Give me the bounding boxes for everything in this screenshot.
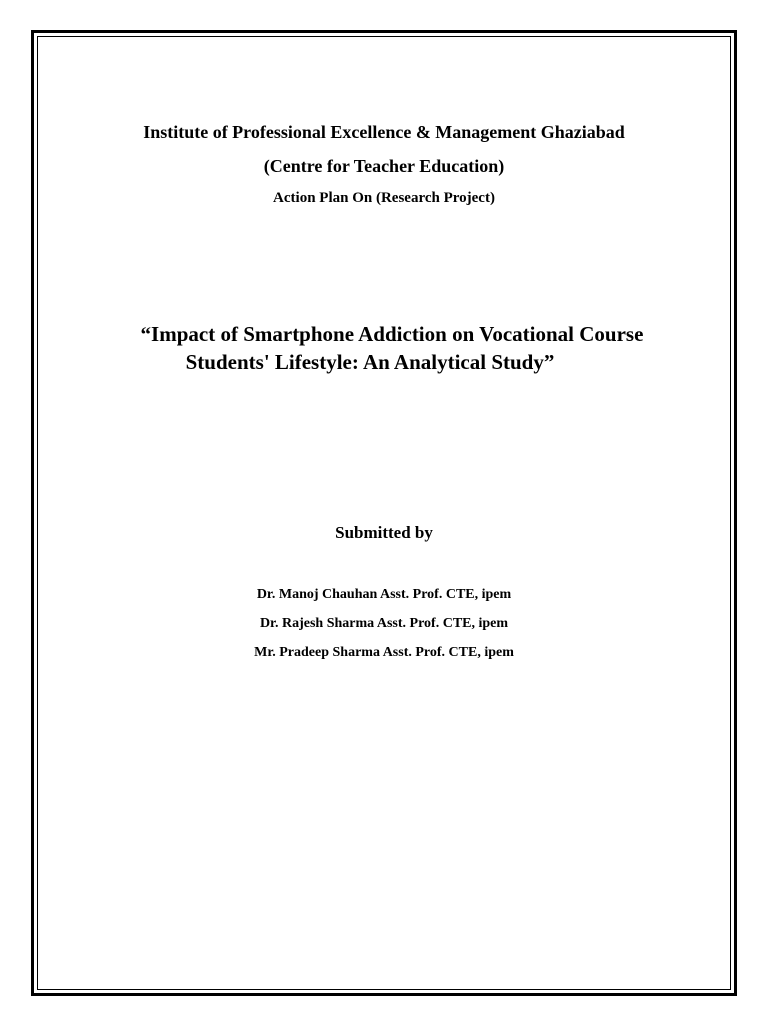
centre-heading: (Centre for Teacher Education): [263, 156, 505, 176]
author-line: Dr. Rajesh Sharma Asst. Prof. CTE, ipem: [259, 616, 509, 631]
submitted-by-label: Submitted by: [335, 523, 433, 542]
action-plan-heading: Action Plan On (Research Project): [273, 190, 495, 206]
project-title-line-2: Students' Lifestyle: An Analytical Study”: [185, 350, 555, 374]
author-line: Mr. Pradeep Sharma Asst. Prof. CTE, ipem: [254, 645, 514, 660]
author-line: Dr. Manoj Chauhan Asst. Prof. CTE, ipem: [256, 587, 512, 602]
project-title-line-1: “Impact of Smartphone Addiction on Vocational Course: [140, 322, 644, 346]
institute-heading: Institute of Professional Excellence & Management Ghaziabad: [143, 122, 625, 142]
page-border-inner: [37, 36, 731, 990]
